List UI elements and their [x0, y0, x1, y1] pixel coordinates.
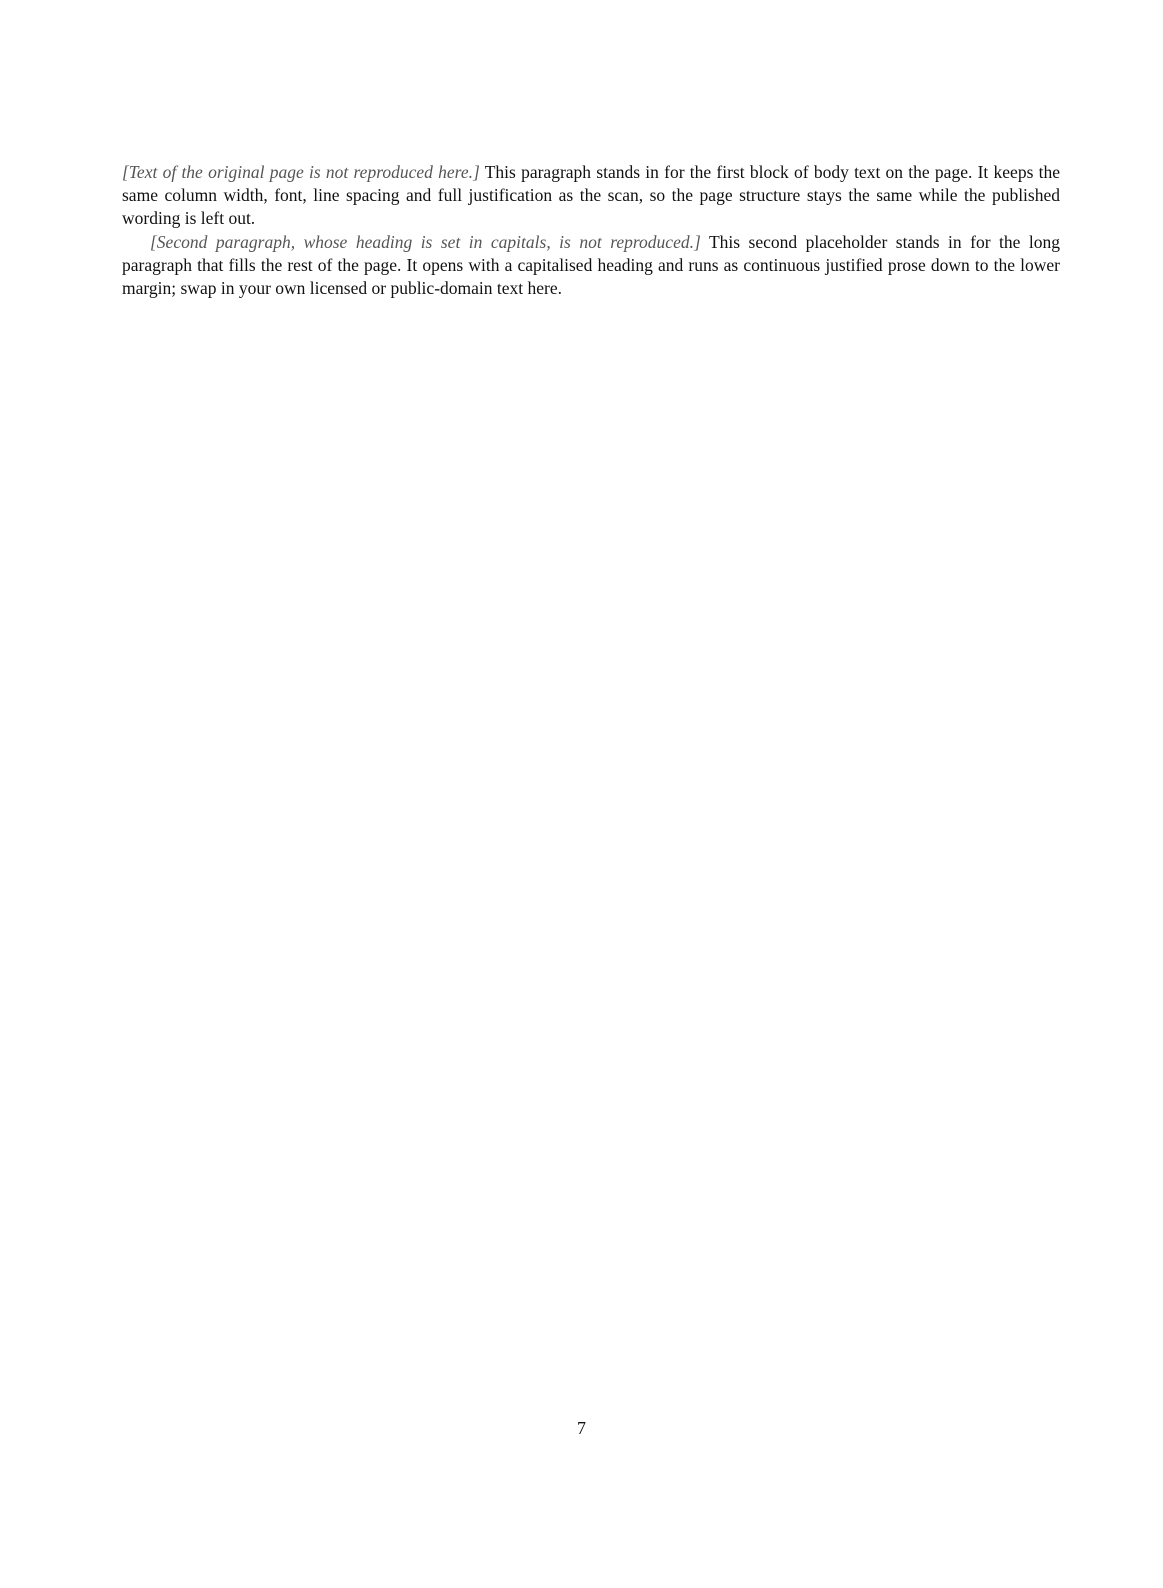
page-number: 7 [577, 1418, 586, 1438]
paragraph-2-text: This second placeholder stands in for the long paragraph that fills the rest of the page. It opens with a capitalised heading and runs as continuous justified prose down to the lower margin; swap in your own licensed or public-domain text here. [122, 231, 1060, 299]
document-page [122, 161, 1060, 300]
paragraph-1-text: This paragraph stands in for the first block of body text on the page. It keeps the same column width, font, line spacing and full justification as the scan, so the page structure stays the same while the published wording is left out. [122, 162, 1061, 229]
paragraph-1-note: [Text of the original page is not reproduced here.] [122, 162, 480, 182]
paragraph-2-note: [Second paragraph, whose heading is set in capitals, is not reproduced.] [150, 231, 701, 252]
paragraph-2 [122, 231, 1060, 301]
paragraph-1 [122, 161, 1060, 231]
